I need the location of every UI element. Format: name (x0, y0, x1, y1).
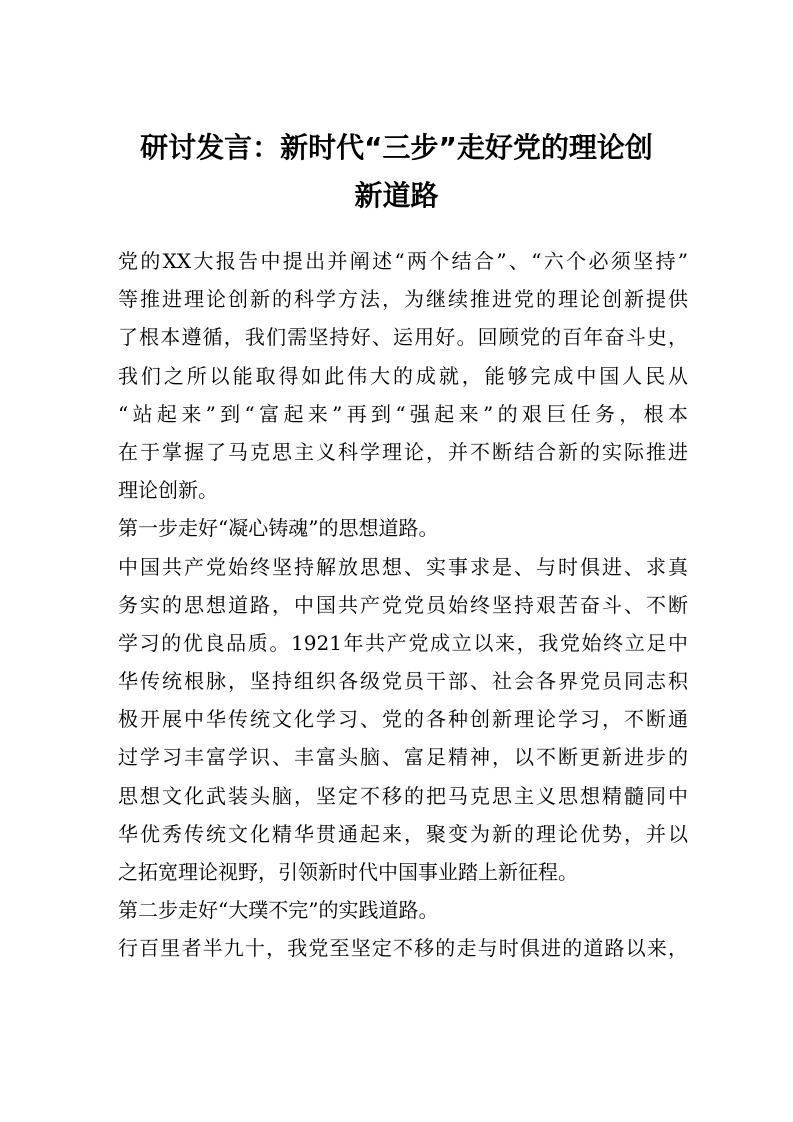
body-line: 之拓宽理论视野，引领新时代中国事业踏上新征程。 (118, 860, 578, 884)
body-line: 华优秀传统文化精华贯通起来，聚变为新的理论优势，并以 (118, 821, 688, 846)
body-line: 在于掌握了马克思主义科学理论，并不断结合新的实际推进 (118, 439, 688, 464)
body-line: 过学习丰富学识、丰富头脑、富足精神，以不断更新进步的 (118, 745, 688, 770)
body-line: 务实的思想道路，中国共产党党员始终坚持艰苦奋斗、不断 (118, 592, 688, 617)
body-line: 极开展中华传统文化学习、党的各种创新理论学习，不断通 (118, 707, 688, 732)
body-line: 党的XX大报告中提出并阐述“两个结合”、“六个必须坚持” (118, 249, 688, 273)
body-line: 学习的优良品质。1921年共产党成立以来，我党始终立足中 (118, 630, 688, 655)
document-body (118, 242, 688, 968)
page-title-line-1: 研讨发言：新时代“三步”走好党的理论创 (140, 131, 653, 164)
section-heading: 第二步走好“大璞不完”的实践道路。 (118, 898, 439, 923)
body-line: 等推进理论创新的科学方法，为继续推进党的理论创新提供 (118, 287, 688, 312)
body-line: 了根本遵循，我们需坚持好、运用好。回顾党的百年奋斗史， (118, 325, 688, 350)
page-title-line-2: 新道路 (354, 179, 439, 212)
body-line: 思想文化武装头脑，坚定不移的把马克思主义思想精髓同中 (118, 783, 688, 808)
body-line: 中国共产党始终坚持解放思想、实事求是、与时俱进、求真 (118, 554, 688, 579)
body-line: “站起来”到“富起来”再到“强起来”的艰巨任务，根本 (118, 401, 688, 426)
body-line: 理论创新。 (118, 478, 218, 503)
body-line: 我们之所以能取得如此伟大的成就，能够完成中国人民从 (118, 363, 688, 388)
body-line: 华传统根脉，坚持组织各级党员干部、社会各界党员同志积 (118, 669, 688, 694)
body-line: 行百里者半九十，我党至坚定不移的走与时俱进的道路以来， (118, 936, 688, 961)
section-heading: 第一步走好“凝心铸魂”的思想道路。 (118, 516, 439, 541)
